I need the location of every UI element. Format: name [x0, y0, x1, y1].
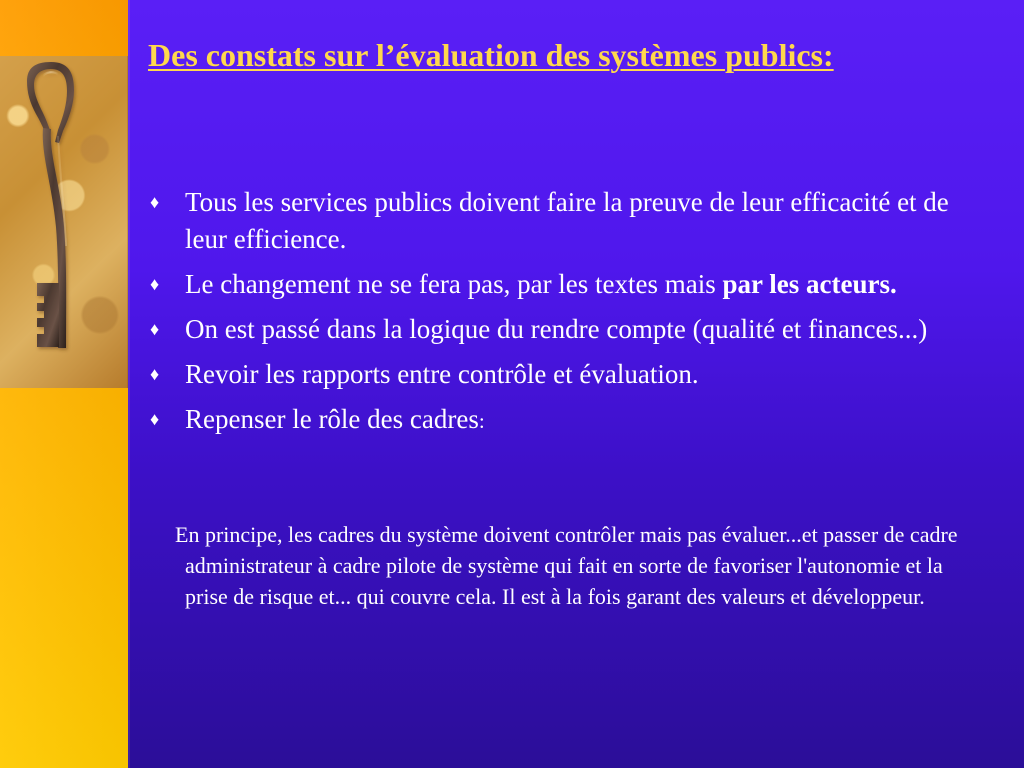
bullet-list	[148, 184, 994, 448]
bullet-item	[148, 401, 994, 440]
bullet-text: Tous les services publics doivent faire la preuve de leur efficacité et de leur efficience.	[185, 187, 949, 254]
diamond-bullet-icon: ♦	[150, 364, 160, 384]
bullet-item	[148, 356, 994, 393]
bullet-text-colon: :	[478, 409, 485, 433]
bullet-text-main: Repenser le rôle des cadres	[185, 404, 479, 434]
key-image-panel	[0, 56, 128, 388]
diamond-bullet-icon: ♦	[150, 319, 160, 339]
bullet-text-prefix: Le changement ne se fera pas, par les textes mais	[185, 269, 723, 299]
diamond-bullet-icon: ♦	[150, 274, 160, 294]
bullet-item	[148, 311, 994, 348]
bullet-item	[148, 266, 994, 303]
bullet-text-bold: par les acteurs.	[722, 269, 897, 299]
slide-title: Des constats sur l’évaluation des systèmes publics:	[148, 37, 834, 73]
key-image	[0, 56, 128, 388]
diamond-bullet-icon: ♦	[150, 192, 160, 212]
slide-divider	[128, 0, 130, 768]
subtext-paragraph: En principe, les cadres du système doivent contrôler mais pas évaluer...et passer de cadre administrateur à cadre pilote de système qui fait en sorte de favoriser l'autonomie et la prise de risque et... qui couvre cela. Il est à la fois garant des valeurs et développeur.	[175, 522, 958, 609]
bullet-text	[185, 266, 994, 303]
bullet-text: On est passé dans la logique du rendre compte (qualité et finances...)	[185, 314, 928, 344]
diamond-bullet-icon: ♦	[150, 409, 160, 429]
bullet-text	[185, 401, 994, 440]
bullet-text: Revoir les rapports entre contrôle et évaluation.	[185, 359, 699, 389]
bullet-item	[148, 184, 994, 258]
